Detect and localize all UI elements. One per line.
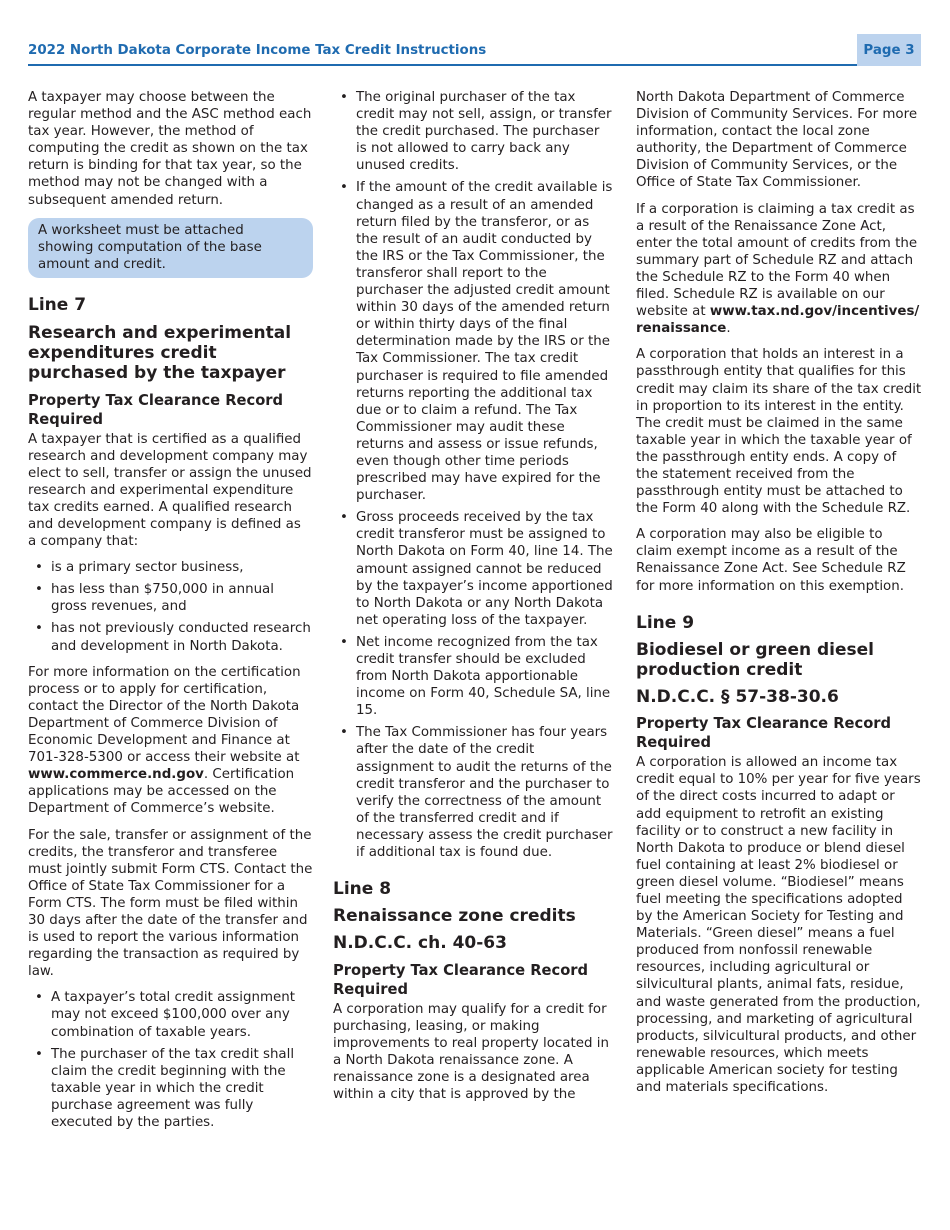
transfer-rules-list xyxy=(333,89,613,861)
list-item: • The purchaser of the tax credit shall claim the credit beginning with the taxable year in which the credit purchase agreement was fully executed by the parties. xyxy=(28,1046,313,1131)
list-item: • The original purchaser of the tax credit may not sell, assign, or transfer the credit purchased. The purchaser is not allowed to carry back any unused credits. xyxy=(333,89,613,174)
paragraph-passthrough: A corporation that holds an interest in a passthrough entity that qualifies for this credit may claim its share of the tax credit in proportion to its interest in the entity. The credit must be claimed in the same taxable year in which the taxable year of the passthrough entity ends. A copy of the statement received from the passthrough entity must be attached to the Form 40 along with the Schedule RZ. xyxy=(636,347,922,517)
assignment-list xyxy=(28,989,313,1131)
line9-heading: Line 9 xyxy=(636,612,695,633)
paragraph-certification xyxy=(28,664,313,818)
column-1 xyxy=(28,89,313,1140)
list-item: • Net income recognized from the tax credit transfer should be excluded from North Dakota apportionable income on Form 40, Schedule SA, line 15. xyxy=(333,634,613,719)
list-item: • has less than $750,000 in annual gross revenues, and xyxy=(28,581,313,615)
paragraph-qualified-company: A taxpayer that is certified as a qualified research and development company may elect to sell, transfer or assign the unused research and experimental expenditure tax credits earned. A qualified research and development company is defined as a company that: xyxy=(28,431,312,550)
line9-property-tax-clearance: Property Tax Clearance Record Required xyxy=(636,715,892,752)
line8-heading: Line 8 xyxy=(333,879,392,900)
column-3 xyxy=(636,89,922,1105)
paragraph-exempt-income: A corporation may also be eligible to claim exempt income as a result of the Renaissance Zone Act. See Schedule RZ for more information on this exemption. xyxy=(636,527,906,594)
line8-title: Renaissance zone credits xyxy=(333,906,576,927)
line7-title: Research and experimental expenditures credit purchased by the taxpayer xyxy=(28,322,292,384)
line9-title: Biodiesel or green diesel production credit xyxy=(636,639,874,680)
commerce-website-link[interactable]: www.commerce.nd.gov xyxy=(28,767,204,783)
list-item: • The Tax Commissioner has four years after the date of the credit assignment to audit the returns of the credit transferor and the purchaser to verify the correctness of the amount of the transferred credit and if necessary assess the credit purchaser if additional tax is found due. xyxy=(333,724,613,861)
paragraph-schedule-rz xyxy=(636,201,922,338)
paragraph-biodiesel: A corporation is allowed an income tax credit equal to 10% per year for five years of the direct costs incurred to adapt or add equipment to retrofit an existing facility or to construct a new facility in North Dakota to produce or blend diesel fuel containing at least 2% biodiesel or green diesel volume. “Biodiesel” means fuel meeting the specifications adopted by the American Society for Testing and Materials. “Green diesel” means a fuel produced from nonfossil renewable resources, including agricultural or silvicultural plants, animal fats, residue, and waste generated from the production, processing, and marketing of agricultural products, silvicultural products, and other renewable resources, which meets applicable American society for testing and materials specifications. xyxy=(636,755,921,1096)
line8-property-tax-clearance: Property Tax Clearance Record Required xyxy=(333,961,589,998)
list-item: • If the amount of the credit available is changed as a result of an amended return filed by the transferor, or as the result of an audit conducted by the IRS or the Tax Commissioner, the transferor shall report to the purchaser the adjusted credit amount within 30 days of the amended return or within thirty days of the final determination made by the IRS or the Tax Commissioner. The tax credit purchaser is required to file amended returns reporting the additional tax due or to claim a refund. The Tax Commissioner may audit these returns and assess or issue refunds, even though other time periods prescribed may have expired for the purchaser. xyxy=(333,179,613,504)
text: For more information on the certification process or to apply for certification, contact the Director of the North Dakota Department of Commerce Division of Economic Development and Finance at 701-328-5300 or access their website at xyxy=(28,664,301,766)
worksheet-note: A worksheet must be attached showing computation of the base amount and credit. xyxy=(28,218,313,278)
paragraph-asc-method: A taxpayer may choose between the regular method and the ASC method each tax year. However, the method of computing the credit as shown on the tax return is binding for that tax year, so the method may not be changed with a subsequent amended return. xyxy=(28,90,312,208)
line8-code: N.D.C.C. ch. 40-63 xyxy=(333,933,507,954)
text: . xyxy=(726,321,731,337)
line9-code: N.D.C.C. § 57-38-30.6 xyxy=(636,687,839,708)
page-header xyxy=(28,34,921,66)
document-title: 2022 North Dakota Corporate Income Tax Credit Instructions xyxy=(28,43,487,58)
qualification-list xyxy=(28,559,313,654)
list-item: • Gross proceeds received by the tax credit transferor must be assigned to North Dakota on Form 40, line 14. The amount assigned cannot be reduced by the taxpayer’s income apportioned to North Dakota or any North Dakota net operating loss of the taxpayer. xyxy=(333,509,613,629)
text: If a corporation is claiming a tax credit as a result of the Renaissance Zone Act, enter the total amount of credits from the summary part of Schedule RZ and attach the Schedule RZ to the Form 40 when filed. Schedule RZ is available on our website at xyxy=(636,201,918,320)
list-item: • is a primary sector business, xyxy=(28,559,313,576)
paragraph-renaissance-zone: A corporation may qualify for a credit for purchasing, leasing, or making improvements to real property located in a North Dakota renaissance zone. A renaissance zone is a designated area within a city that is approved by the xyxy=(333,1001,609,1102)
list-item: • A taxpayer’s total credit assignment may not exceed $100,000 over any combination of taxable years. xyxy=(28,989,313,1040)
column-2 xyxy=(333,89,613,1112)
list-item: • has not previously conducted research and development in North Dakota. xyxy=(28,620,313,654)
page-number-tab: Page 3 xyxy=(857,34,921,66)
paragraph-form-cts: For the sale, transfer or assignment of the credits, the transferor and transferee must jointly submit Form CTS. Contact the Office of State Tax Commissioner for a Form CTS. The form must be filed within 30 days after the date of the transfer and is used to report the various information regarding the transaction as required by law. xyxy=(28,827,313,980)
paragraph-commerce-division: North Dakota Department of Commerce Division of Community Services. For more information, contact the local zone authority, the Department of Commerce Division of Community Services, or the Office of State Tax Commissioner. xyxy=(636,90,918,191)
text: . Certification applications may be accessed on the Department of Commerce’s website. xyxy=(28,767,295,817)
tax-website-link[interactable]: www.tax.nd.gov/incentives/ renaissance xyxy=(636,304,920,337)
line7-heading: Line 7 xyxy=(28,294,87,315)
line7-property-tax-clearance: Property Tax Clearance Record Required xyxy=(28,391,284,428)
